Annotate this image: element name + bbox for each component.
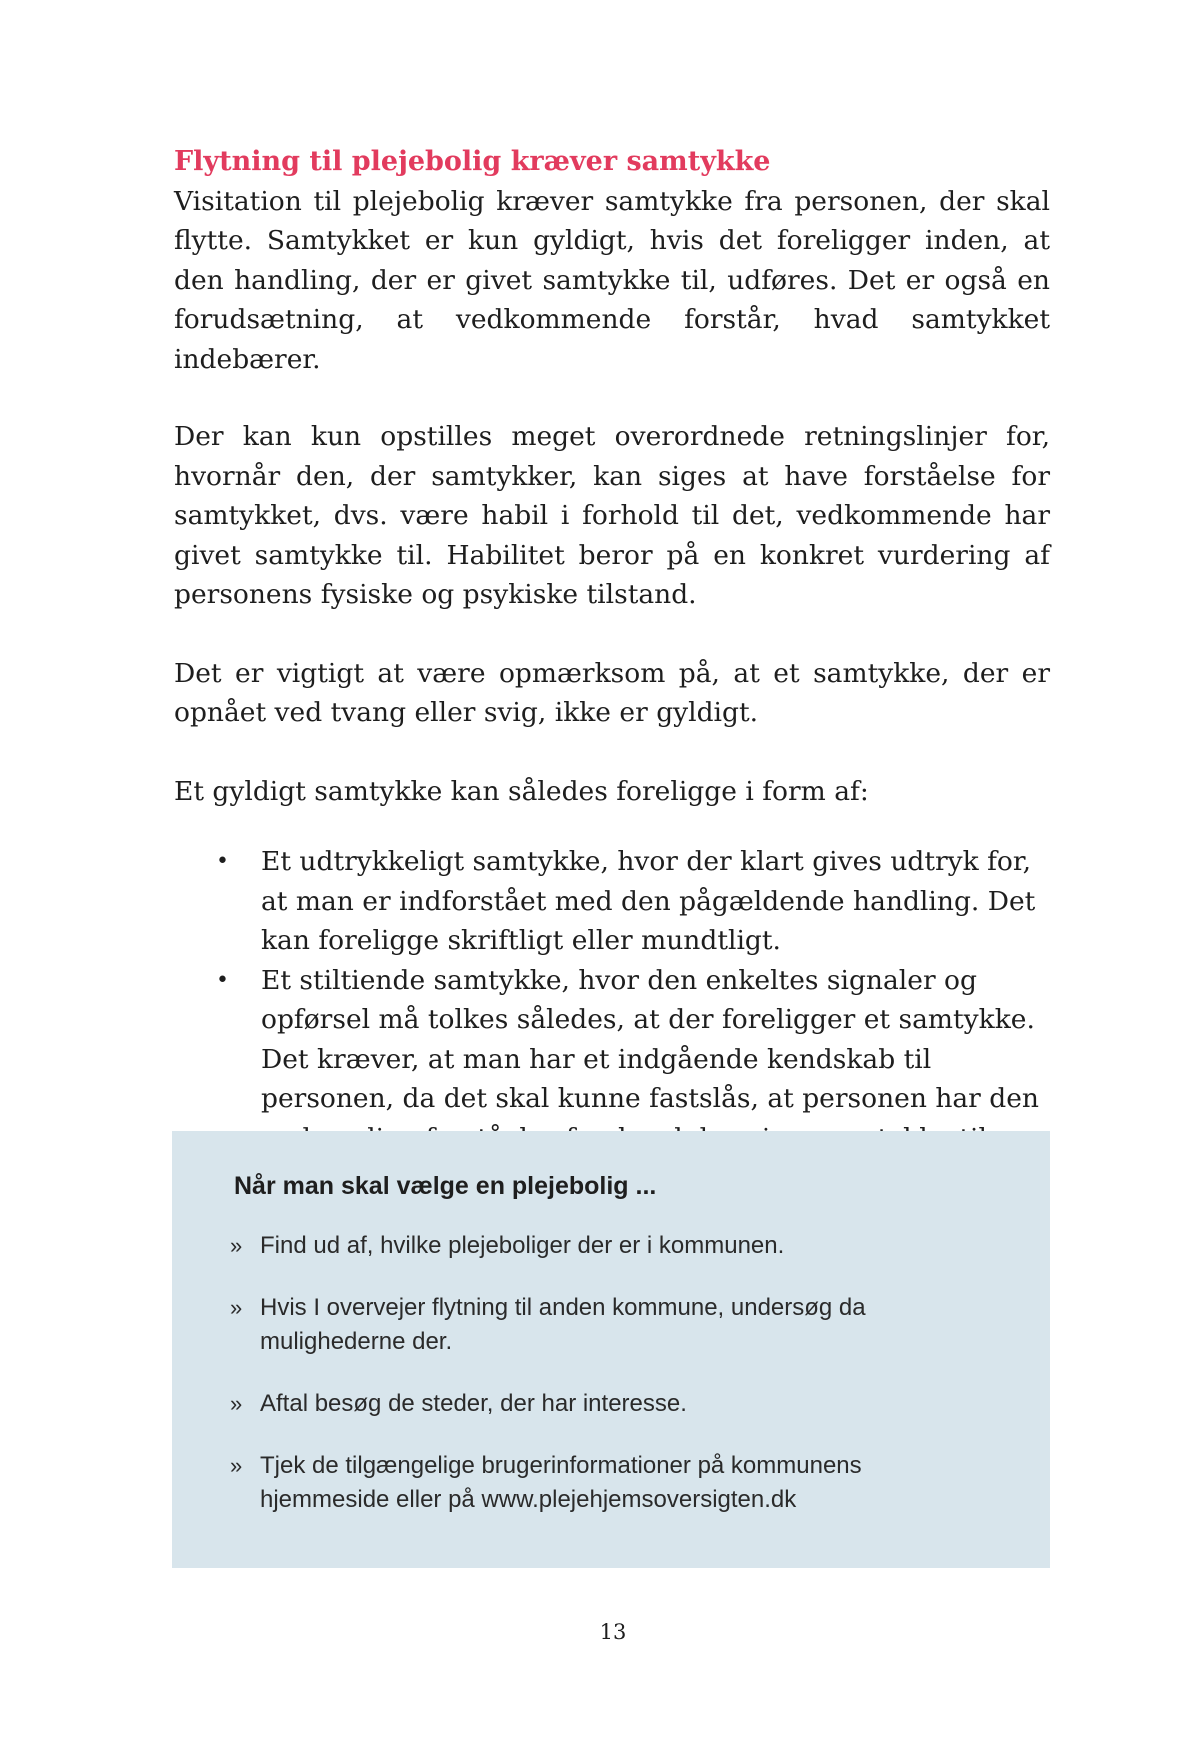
tip-item xyxy=(230,1291,970,1359)
paragraph-visitation: Visitation til plejebolig kræver samtykke fra personen, der skal flytte. Samtykket er kun gyldigt, hvis det foreligger inden, at den handling, der er givet samtykke til, udføres. Det er også en forudsætning, at vedkommende forstår, hvad samtykket indebærer. xyxy=(174,185,1050,375)
paragraph-validity: Det er vigtigt at være opmærksom på, at et samtykke, der er opnået ved tvang eller svig, ikke er gyldigt. xyxy=(174,657,1050,728)
list-item-text: Et udtrykkeligt samtykke, hvor der klart gives udtryk for, at man er indforstået med den pågældende handling. Det kan foreligge skriftligt eller mundtligt. xyxy=(261,846,1036,956)
tips-list xyxy=(230,1229,970,1545)
tip-item-text: Find ud af, hvilke plejeboliger der er i kommunen. xyxy=(260,1232,785,1259)
double-chevron-icon: » xyxy=(230,1295,243,1320)
main-content xyxy=(174,142,1050,1158)
double-chevron-icon: » xyxy=(230,1391,243,1416)
tip-item-text: Tjek de tilgængelige brugerinformationer på kommunens hjemmeside eller på www.plejehjemsoversigten.dk xyxy=(260,1452,862,1513)
double-chevron-icon: » xyxy=(230,1453,243,1478)
page-number: 13 xyxy=(599,1620,627,1644)
tip-item xyxy=(230,1387,970,1421)
consent-forms-list xyxy=(174,842,1050,1158)
paragraph-forms-intro: Et gyldigt samtykke kan således foreligge i form af: xyxy=(174,775,869,807)
tip-item xyxy=(230,1449,970,1517)
tip-item-text: Hvis I overvejer flytning til anden kommune, undersøg da mulighederne der. xyxy=(260,1294,866,1355)
list-item xyxy=(174,961,1050,1159)
paragraph-guidelines: Der kan kun opstilles meget overordnede retningslinjer for, hvornår den, der samtykker, kan siges at have forståelse for samtykket, dvs. være habil i forhold til det, vedkommende har givet samtykke til. Habilitet beror på en konkret vurdering af personens fysiske og psykiske tilstand. xyxy=(174,421,1050,610)
tip-item xyxy=(230,1229,970,1263)
tips-box-title: Når man skal vælge en plejebolig ... xyxy=(234,1172,657,1200)
tips-box xyxy=(172,1131,1050,1568)
list-item-text: Et stiltiende samtykke, hvor den enkeltes signaler og opførsel må tolkes således, at der foreligger et samtykke. Det kræver, at man har et indgående kendskab til personen, da det skal kunne fastslås, at personen har den xyxy=(261,964,1039,1114)
bullet-icon: • xyxy=(216,849,229,874)
section-heading: Flytning til plejebolig kræver samtykke xyxy=(174,146,771,177)
double-chevron-icon: » xyxy=(230,1233,243,1258)
list-item xyxy=(174,842,1050,961)
tip-item-text: Aftal besøg de steder, der har interesse. xyxy=(260,1390,687,1417)
bullet-icon: • xyxy=(216,967,229,993)
